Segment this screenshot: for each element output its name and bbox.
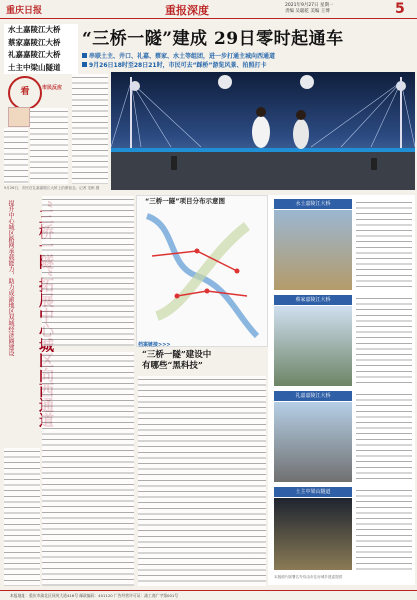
kan-badge: 看 (8, 76, 42, 110)
kicker-box (4, 24, 78, 74)
tech-headline (142, 350, 211, 372)
article-text-column (30, 108, 68, 184)
gallery-text (356, 487, 412, 570)
tech-headline-line: “三桥一隧”建设中 (142, 350, 212, 360)
bridge-photo (274, 306, 352, 386)
bridge-illustration (111, 72, 415, 190)
bullet-square-icon (82, 53, 87, 58)
bridge-photo (274, 210, 352, 290)
newspaper-logo: 重庆日报 (6, 6, 43, 16)
subhead-1 (82, 51, 275, 60)
subhead-text: 9月26日18时至28日21时，市民可去“踩桥”游览风景、拍照打卡 (89, 62, 267, 69)
article-text-column (72, 74, 108, 184)
subhead-2 (82, 60, 266, 69)
date-line (285, 3, 385, 14)
kicker-line: 水土嘉陵江大桥 (8, 25, 61, 34)
gallery-label: 水土嘉陵江大桥 (274, 199, 352, 209)
gallery-text (356, 199, 412, 290)
tech-tag: 档案链接>>> (138, 342, 171, 348)
article-text-column (4, 128, 28, 184)
tunnel-photo (274, 498, 352, 570)
tech-headline-line: 有哪些“黑科技” (142, 361, 203, 371)
kan-badge-label: 市民反应 (42, 85, 63, 91)
page-number: 5 (395, 1, 405, 17)
main-headline: “三桥一隧”建成 29日零时起通车 (82, 29, 344, 49)
gallery-label: 蔡家嘉陵江大桥 (274, 295, 352, 305)
photo-caption: 9月26日，市民在礼嘉嘉陵江大桥上拍照留念。记者 龙帆 摄 (4, 186, 100, 190)
issue-date: 2021年9月27日 星期一 (285, 3, 334, 8)
kicker-line: 礼嘉嘉陵江大桥 (8, 50, 61, 59)
illustration-image (8, 107, 30, 127)
bridge-night-photo (111, 72, 415, 190)
gallery-label: 土主中梁山隧道 (274, 487, 352, 497)
editors-line: 责编 吴聪乾 美编 王博 (285, 8, 330, 14)
article-text-column (4, 448, 40, 586)
gallery-label: 礼嘉嘉陵江大桥 (274, 391, 352, 401)
bridge-photo (274, 402, 352, 482)
bridge-gallery (268, 195, 415, 585)
commentary-subtitle: 提升中心城区路网承载能力，助力成渝地区双城经济圈建设 (7, 200, 14, 356)
kicker-line: 蔡家嘉陵江大桥 (8, 37, 61, 47)
map-title: “三桥一隧”项目分布示意图 (145, 197, 226, 205)
bullet-square-icon (82, 62, 87, 67)
page-footer: 本报地址：重庆市渝北区同茂大道416号 邮政编码：401120 广告经营许可证：渝工商广字第001号 (0, 590, 417, 600)
gallery-text (356, 391, 412, 482)
article-text-column (42, 196, 134, 346)
subhead-text: 串联土主、井口、礼嘉、蔡家、水土等组团，进一步打通主城向西通道 (89, 53, 276, 60)
article-text-column (138, 376, 266, 586)
gallery-text (356, 295, 412, 386)
section-title: 重报深度 (165, 4, 209, 17)
gallery-credit: 本版照片除署名外均由市住房城乡建委提供 (274, 575, 343, 579)
article-text-column (42, 352, 134, 586)
project-map (136, 195, 268, 347)
map-illustration (137, 196, 267, 346)
kicker-line: 土主中梁山隧道 (8, 62, 61, 72)
